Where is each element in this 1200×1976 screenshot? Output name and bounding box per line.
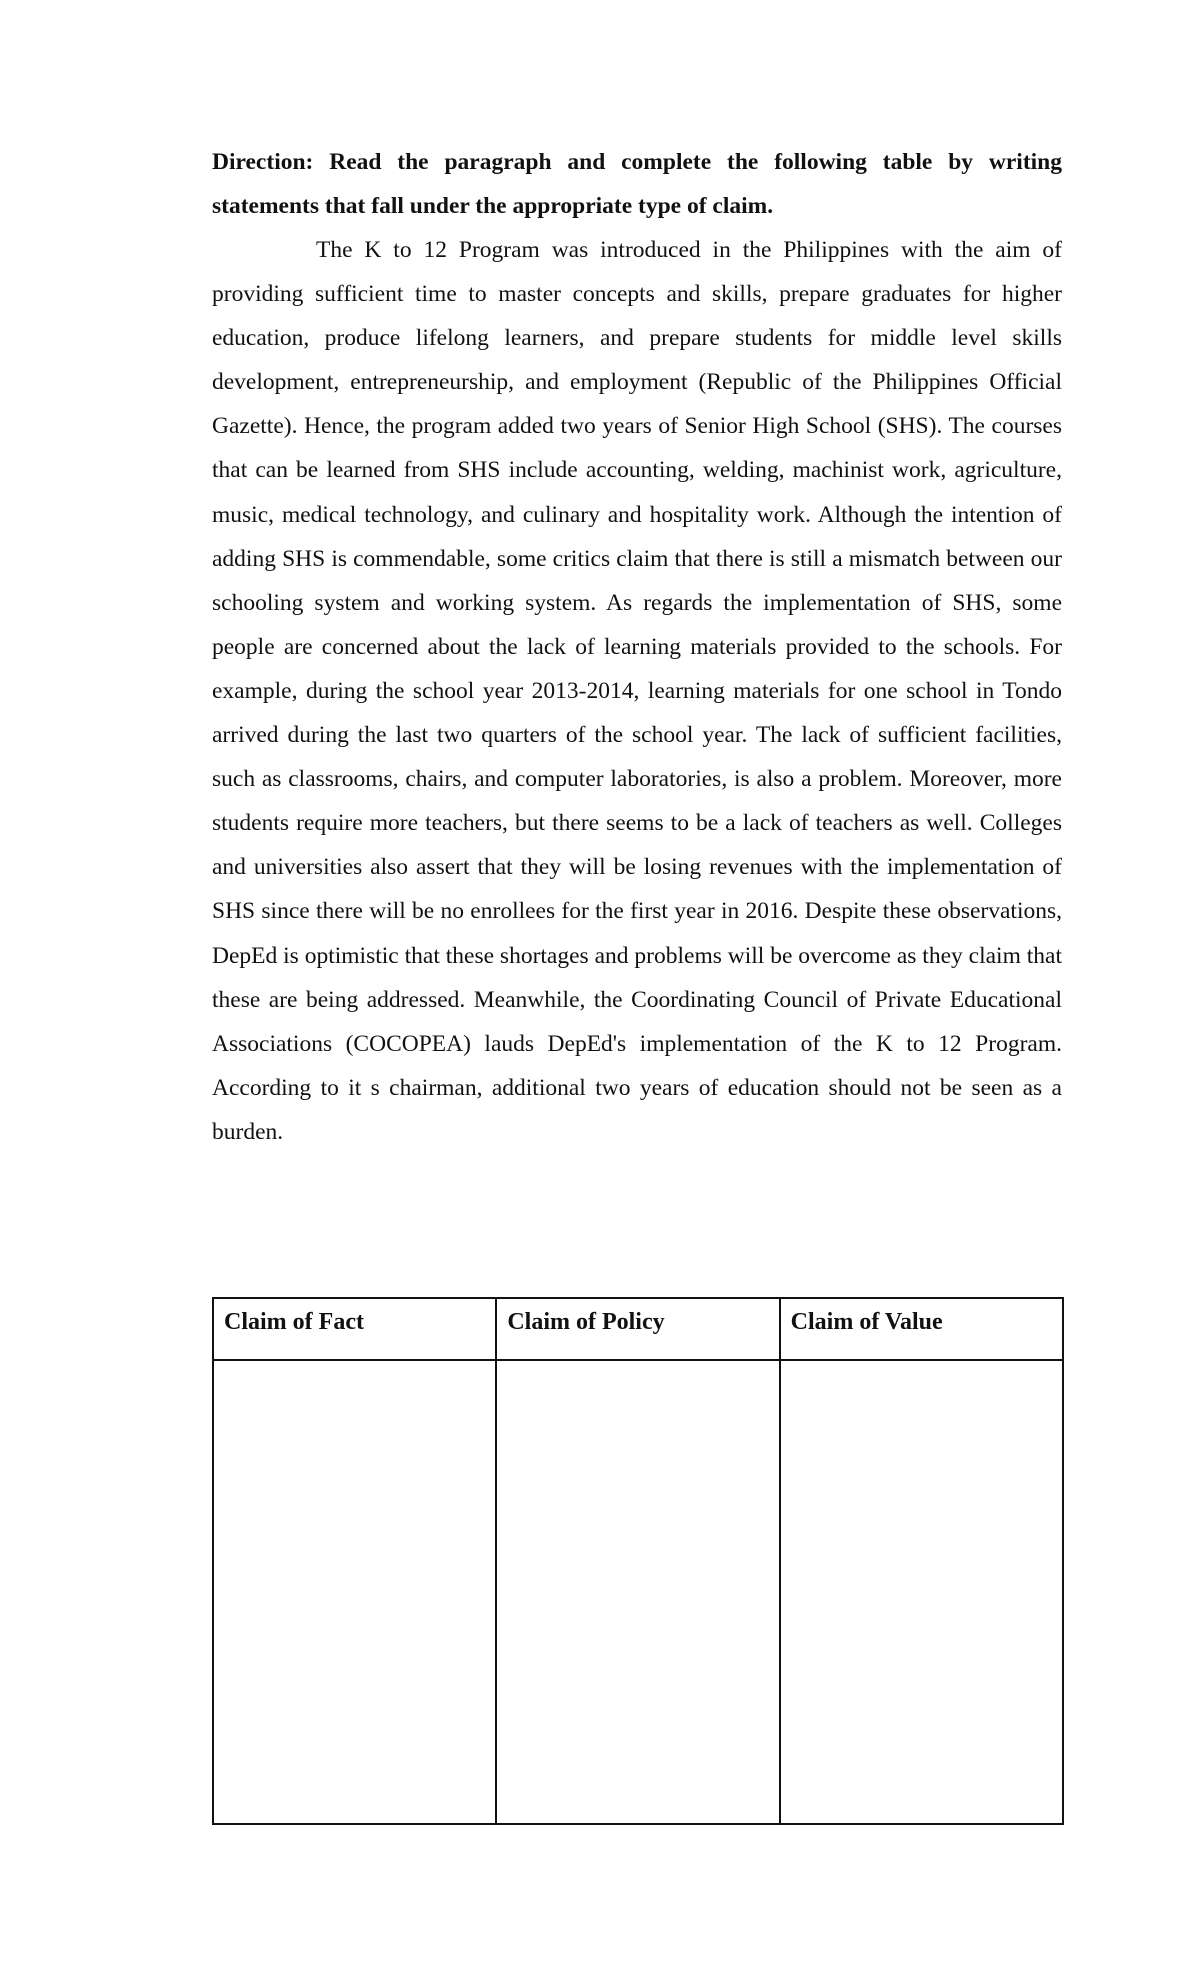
answer-cell-claim-of-policy[interactable] (496, 1360, 779, 1824)
table-answer-row (213, 1360, 1063, 1824)
answer-cell-claim-of-value[interactable] (780, 1360, 1063, 1824)
header-claim-of-policy: Claim of Policy (496, 1298, 779, 1360)
claims-table (212, 1297, 1064, 1825)
answer-cell-claim-of-fact[interactable] (213, 1360, 496, 1824)
header-claim-of-fact: Claim of Fact (213, 1298, 496, 1360)
direction-text: Direction: Read the paragraph and complete the following table by writing statements that fall under the appropriate type of claim. (212, 149, 1062, 219)
reading-passage: The K to 12 Program was introduced in the Philippines with the aim of providing sufficient time to master concepts and skills, prepare graduates for higher education, produce lifelong learners, and prepare students for middle level skills development, entrepreneurship, and employment (Republic of the Philippines Official Gazette). Hence, the program added two years of Senior High School (SHS). The courses that can be learned from SHS include accounting, welding, machinist work, agriculture, music, medical technology, and culinary and hospitality work. Although the intention of adding SHS is commendable, some critics claim that there is still a mismatch between our schooling system and working system. As regards the implementation of SHS, some people are concerned about the lack of learning materials provided to the schools. For example, during the school year 2013-2014, learning materials for one school in Tondo arrived during the last two quarters of the school year. The lack of sufficient facilities, such as classrooms, chairs, and computer laboratories, is also a problem. Moreover, more students require more teachers, but there seems to be a lack of teachers as well. Colleges and universities also assert that they will be losing revenues with the implementation of SHS since there will be no enrollees for the first year in 2016. Despite these observations, DepEd is optimistic that these shortages and problems will be overcome as they claim that these are being addressed. Meanwhile, the Coordinating Council of Private Educational Associations (COCOPEA) lauds DepEd's implementation of the K to 12 Program. According to it s chairman, additional two years of education should not be seen as a burden. (212, 237, 1062, 1145)
table-header-row (213, 1298, 1063, 1360)
header-claim-of-value: Claim of Value (780, 1298, 1063, 1360)
document-body (212, 140, 1062, 1154)
